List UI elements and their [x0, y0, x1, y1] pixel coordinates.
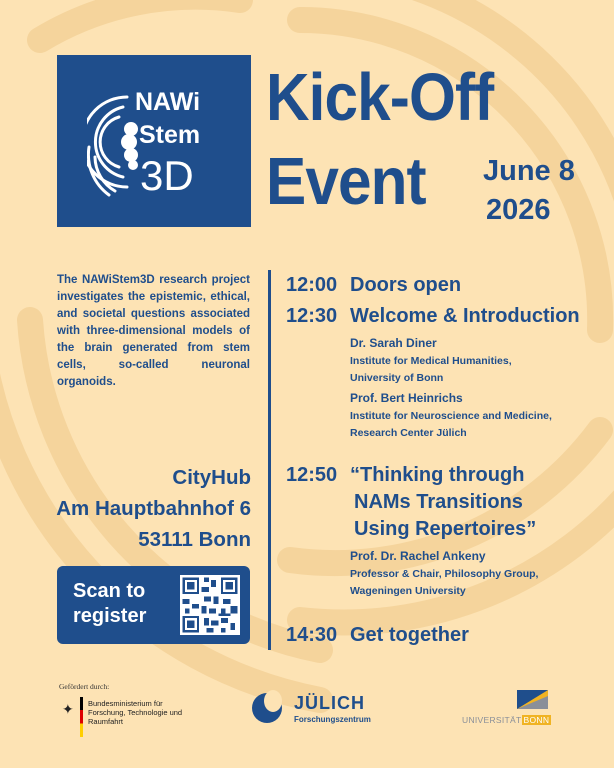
- nawistem3d-logo: [57, 55, 251, 227]
- register-label: Scan to register: [73, 580, 147, 627]
- speaker-affiliation: Professor & Chair, Philosophy Group,: [350, 568, 539, 580]
- juelich-mark-icon: [252, 693, 282, 723]
- title-line2: Event: [266, 144, 426, 219]
- speaker-affiliation: Institute for Medical Humanities,: [350, 355, 512, 367]
- juelich-name: JÜLICH: [294, 693, 366, 713]
- speaker-affiliation: Institute for Neuroscience and Medicine,: [350, 410, 552, 422]
- schedule-title-2: Welcome & Introduction: [350, 305, 580, 327]
- bonn-wordmark: UNIVERSITÄT BONN: [462, 715, 550, 725]
- title-line1: Kick-Off: [266, 60, 494, 135]
- german-flag-stripe: [80, 697, 83, 737]
- schedule-time-2: 12:30: [286, 305, 338, 327]
- venue-name: CityHub: [172, 466, 251, 489]
- speaker-affiliation: Wageningen University: [350, 585, 466, 597]
- schedule-title-3: Using Repertoires”: [354, 518, 537, 540]
- juelich-logo: [252, 693, 382, 733]
- speaker-name: Prof. Dr. Rachel Ankeny: [350, 549, 486, 563]
- vertical-divider: [268, 270, 271, 650]
- funded-by-label: Gefördert durch:: [59, 682, 110, 691]
- juelich-subtitle: Forschungszentrum: [294, 715, 371, 724]
- schedule-title-3: NAMs Transitions: [354, 491, 523, 513]
- logo-text-line1: NAWi: [135, 88, 201, 116]
- speaker-name: Dr. Sarah Diner: [350, 336, 437, 350]
- project-description: The NAWiStem3D research project investigates the epistemic, ethical, and societal questions associated with three-dimensional models of the brain generated from stem cells, so-called neuronal organoids.: [57, 274, 250, 388]
- venue-street: Am Hauptbahnhof 6: [56, 497, 251, 520]
- schedule-title-1: Doors open: [350, 274, 462, 296]
- logo-text-line2: Stem: [139, 121, 201, 149]
- register-box[interactable]: [57, 566, 250, 644]
- speaker-affiliation: University of Bonn: [350, 372, 444, 384]
- schedule-time-3: 12:50: [286, 464, 338, 486]
- event-year: 2026: [486, 194, 551, 226]
- venue-city: 53111 Bonn: [138, 528, 251, 551]
- bonn-mark-icon: [517, 690, 548, 709]
- ministry-logo: [58, 697, 183, 741]
- logo-text-line3: 3D: [140, 152, 194, 199]
- speaker-affiliation: Research Center Jülich: [350, 427, 467, 439]
- event-date: June 8: [483, 155, 575, 187]
- schedule-title-3: “Thinking through: [350, 464, 525, 486]
- speaker-name: Prof. Bert Heinrichs: [350, 391, 463, 405]
- federal-eagle-icon: ✦: [62, 701, 74, 717]
- ministry-name: Bundesministerium für Forschung, Technologie und Raumfahrt: [88, 699, 183, 726]
- schedule-title-4: Get together: [350, 624, 469, 646]
- schedule-time-1: 12:00: [286, 274, 338, 296]
- university-bonn-logo: [462, 690, 562, 730]
- qr-code-icon[interactable]: [180, 575, 240, 635]
- schedule-time-4: 14:30: [286, 624, 338, 646]
